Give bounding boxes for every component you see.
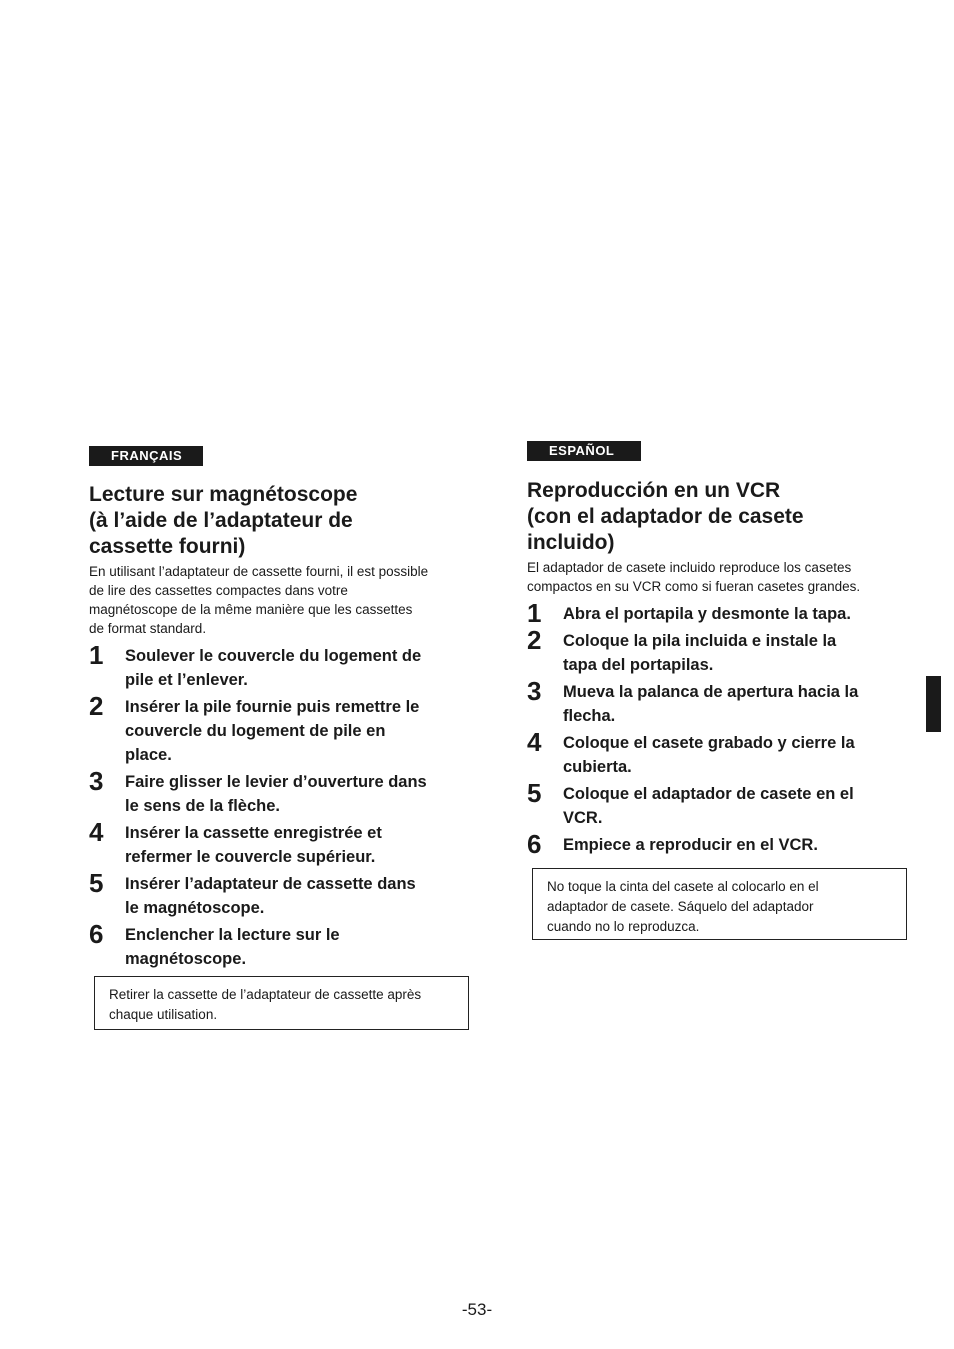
francais-step-2 [89, 691, 469, 767]
espanol-note-line: cuando no lo reproduzca. [547, 919, 700, 934]
step-text: Mueva la palanca de apertura hacia la [563, 683, 859, 701]
francais-step-4 [89, 817, 469, 869]
espanol-intro [527, 558, 897, 596]
francais-section-title [89, 482, 469, 560]
section-thumb-tab [926, 676, 941, 732]
step-number: 3 [527, 676, 542, 706]
espanol-note-box [532, 868, 907, 940]
espanol-title-line: incluido) [527, 531, 615, 554]
espanol-step-4 [527, 727, 909, 779]
step-text: couvercle du logement de pile en [125, 722, 386, 740]
step-number: 2 [89, 691, 104, 721]
page-number: -53- [461, 1300, 493, 1319]
espanol-note-line: No toque la cinta del casete al colocarlo en el [547, 879, 819, 894]
step-number: 6 [527, 829, 542, 859]
step-text: Enclencher la lecture sur le [125, 926, 340, 944]
step-text: VCR. [563, 809, 603, 827]
step-number: 2 [527, 625, 542, 655]
step-text: le sens de la flèche. [125, 797, 280, 815]
step-text: Coloque el casete grabado y cierre la [563, 734, 855, 752]
francais-intro-line: de lire des cassettes compactes dans votre [89, 583, 348, 598]
step-text: Faire glisser le levier d’ouverture dans [125, 773, 427, 791]
step-text: tapa del portapilas. [563, 656, 714, 674]
espanol-section-title [527, 478, 909, 556]
francais-title-line: Lecture sur magnétoscope [89, 483, 358, 506]
francais-note-line: Retirer la cassette de l’adaptateur de cassette après [109, 987, 422, 1002]
francais-note-line: chaque utilisation. [109, 1007, 218, 1022]
espanol-column [527, 441, 909, 860]
step-text: Insérer la cassette enregistrée et [125, 824, 382, 842]
espanol-step-2 [527, 625, 909, 677]
step-text: refermer le couvercle supérieur. [125, 848, 376, 866]
step-number: 5 [527, 778, 542, 808]
francais-intro-line: de format standard. [89, 621, 207, 636]
espanol-language-tag: ESPAÑOL [527, 441, 641, 461]
step-text: Coloque la pila incluida e instale la [563, 632, 837, 650]
step-number: 4 [527, 727, 542, 757]
francais-step-5 [89, 868, 469, 920]
step-text: magnétoscope. [125, 950, 247, 968]
step-text: Abra el portapila y desmonte la tapa. [563, 605, 851, 623]
francais-step-1 [89, 640, 469, 692]
step-number: 6 [89, 919, 104, 949]
step-number: 1 [89, 640, 104, 670]
francais-title-line: cassette fourni) [89, 535, 246, 558]
francais-intro-line: magnétoscope de la même manière que les cassettes [89, 602, 413, 617]
step-number: 4 [89, 817, 104, 847]
step-text: Soulever le couvercle du logement de [125, 647, 422, 665]
francais-note-box [94, 976, 469, 1030]
francais-title-line: (à l’aide de l’adaptateur de [89, 509, 353, 532]
francais-steps-list [89, 640, 469, 971]
step-text: place. [125, 746, 172, 764]
espanol-step-1 [527, 598, 909, 628]
espanol-step-6 [527, 829, 909, 859]
espanol-note-line: adaptador de casete. Sáquelo del adaptador [547, 899, 814, 914]
espanol-title-line: (con el adaptador de casete [527, 505, 804, 528]
step-number: 1 [527, 598, 542, 628]
step-text: Insérer la pile fournie puis remettre le [125, 698, 420, 716]
francais-intro [89, 562, 459, 638]
espanol-intro-line: compactos en su VCR como si fueran casetes grandes. [527, 579, 861, 594]
step-text: flecha. [563, 707, 616, 725]
francais-step-6 [89, 919, 469, 971]
espanol-step-3 [527, 676, 909, 728]
step-number: 3 [89, 766, 104, 796]
espanol-steps-list [527, 598, 909, 859]
francais-intro-line: En utilisant l’adaptateur de cassette fourni, il est possible [89, 564, 429, 579]
francais-step-3 [89, 766, 469, 818]
step-number: 5 [89, 868, 104, 898]
espanol-step-5 [527, 778, 909, 830]
espanol-title-line: Reproducción en un VCR [527, 479, 781, 502]
espanol-intro-line: El adaptador de casete incluido reproduce los casetes [527, 560, 852, 575]
step-text: Insérer l’adaptateur de cassette dans [125, 875, 416, 893]
step-text: Coloque el adaptador de casete en el [563, 785, 854, 803]
francais-language-tag: FRANÇAIS [89, 446, 203, 466]
step-text: le magnétoscope. [125, 899, 265, 917]
step-text: Empiece a reproducir en el VCR. [563, 836, 818, 854]
francais-column [89, 446, 469, 974]
step-text: pile et l’enlever. [125, 671, 248, 689]
step-text: cubierta. [563, 758, 632, 776]
